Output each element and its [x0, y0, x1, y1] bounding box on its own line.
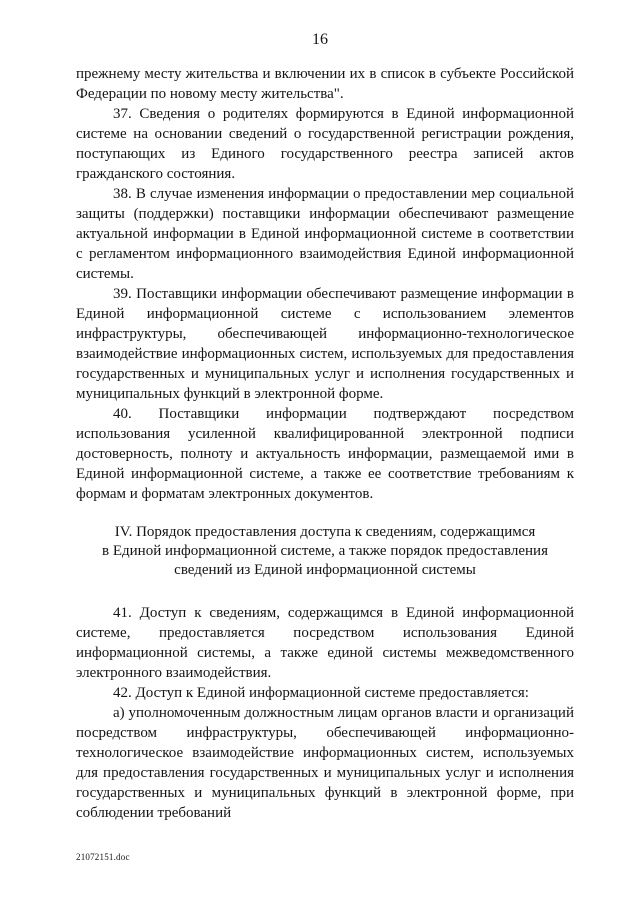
section-heading-line: IV. Порядок предоставления доступа к сведениям, содержащимся — [114, 524, 536, 540]
paragraph-42-a: а) уполномоченным должностным лицам органов власти и организаций посредством инфраструктуры, обеспечивающей информационно-технологическое взаимодействие информационных систем, используемых для предоставления государственных и муниципальных услуг и исполнения государственных и муниципальных функций в электронной форме, при соблюдении требований — [76, 705, 574, 821]
document-filename: 21072151.doc — [76, 852, 130, 862]
paragraph-42: 42. Доступ к Единой информационной системе предоставляется: — [113, 685, 529, 701]
paragraph-40: 40. Поставщики информации подтверждают посредством использования усиленной квалифицированной электронной подписи достоверность, полноту и актуальность информации, размещаемой ими в Единой информационной системе, а также ее соответствие требованиям к формам и форматам электронных документов. — [76, 406, 574, 502]
section-heading-line: сведений из Единой информационной системы — [174, 562, 476, 578]
section-heading-line: в Единой информационной системе, а также порядок предоставления — [102, 543, 548, 559]
paragraph-41: 41. Доступ к сведениям, содержащимся в Единой информационной системе, предоставляется посредством использования Единой информационной системы, а также единой системы межведомственного электронного взаимодействия. — [76, 605, 574, 681]
document-body — [76, 64, 574, 823]
section-heading-iv — [76, 523, 574, 580]
paragraph-38: 38. В случае изменения информации о предоставлении мер социальной защиты (поддержки) поставщики информации обеспечивают размещение актуальной информации в Единой информационной системе в соответствии с регламентом информационного взаимодействия Единой информационной системы. — [76, 186, 574, 282]
paragraph-39: 39. Поставщики информации обеспечивают размещение информации в Единой информационной системе с использованием элементов инфраструктуры, обеспечивающей информационно-технологическое взаимодействие информационных систем, используемых для предоставления государственных и муниципальных услуг и исполнения государственных и муниципальных функций в электронной форме. — [76, 286, 574, 402]
paragraph-continuation: прежнему месту жительства и включении их в список в субъекте Российской Федерации по новому месту жительства". — [76, 66, 574, 102]
paragraph-37: 37. Сведения о родителях формируются в Единой информационной системе на основании сведений о государственной регистрации рождения, поступающих из Единого государственного реестра записей актов гражданского состояния. — [76, 106, 574, 182]
page-number: 16 — [312, 31, 328, 48]
